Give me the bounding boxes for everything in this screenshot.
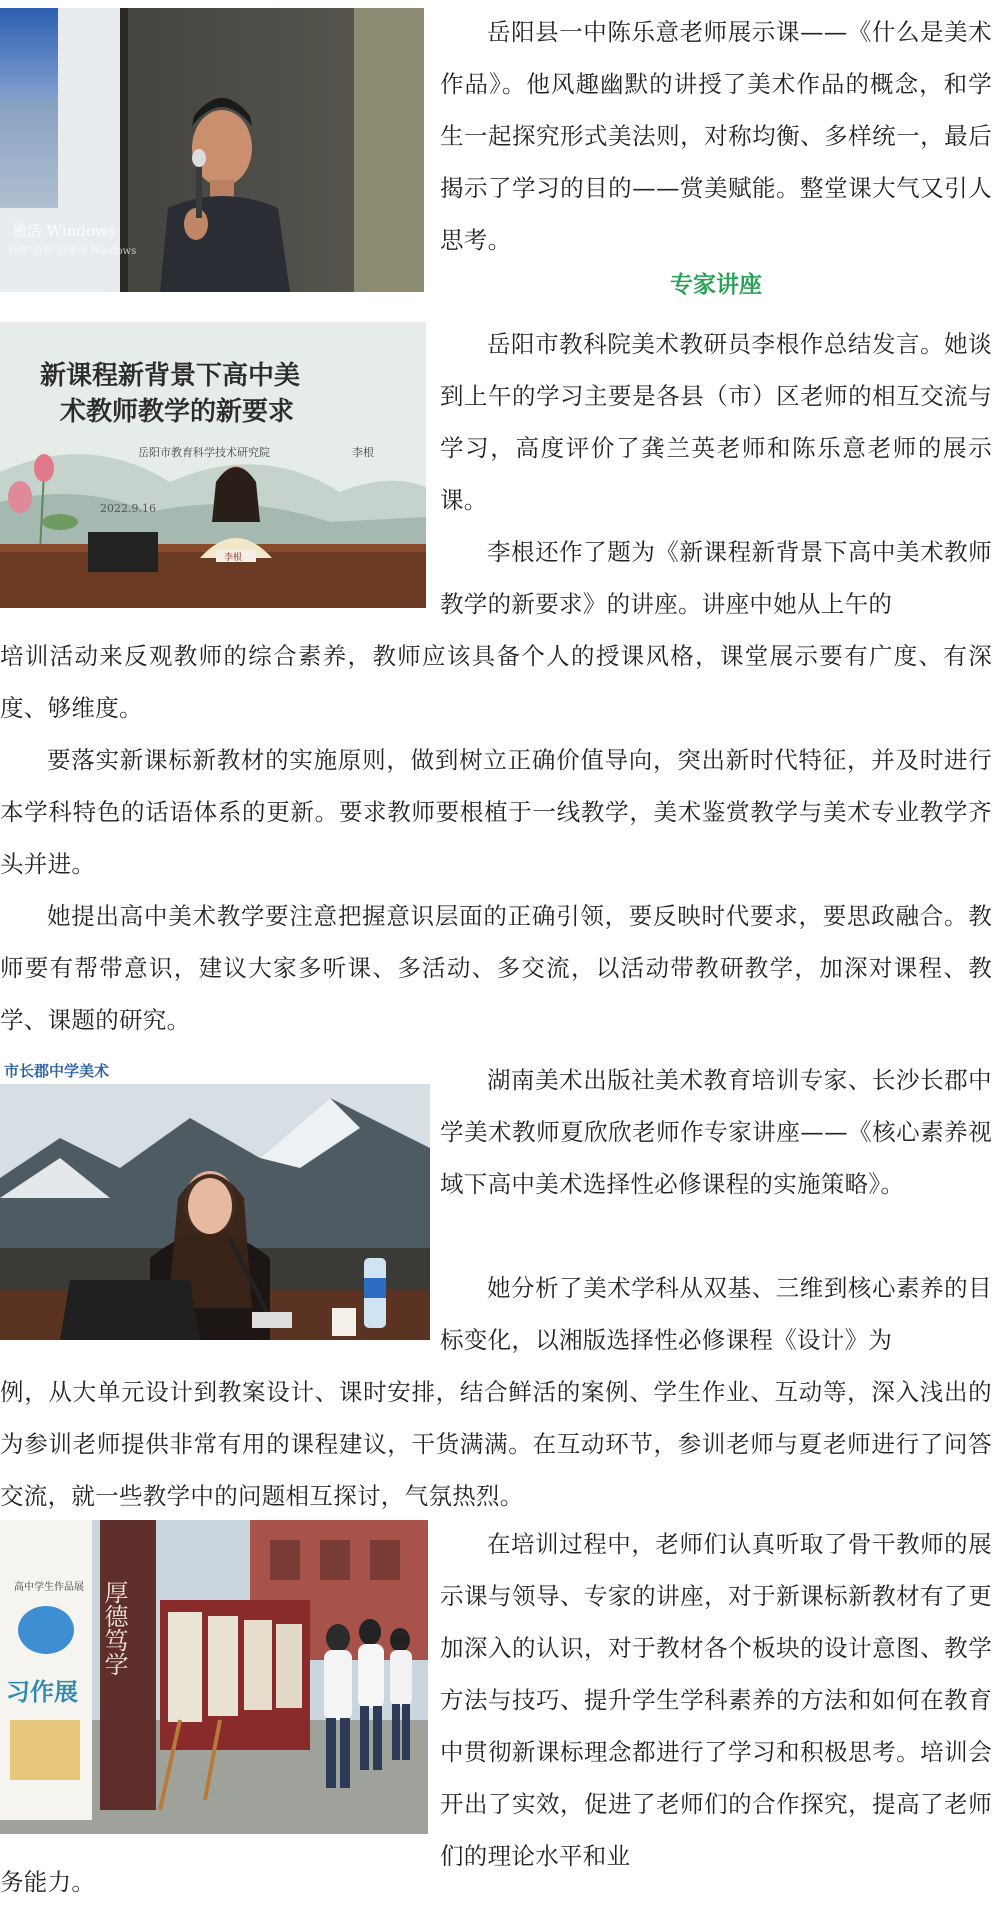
paragraph-training-summary-end: 务能力。 xyxy=(0,1868,96,1896)
banner-organization: 岳阳市教育科学技术研究院 xyxy=(138,446,270,459)
student-exhibition-photo xyxy=(0,1520,428,1834)
banner-speaker-name: 李根 xyxy=(352,446,374,459)
paragraph-xia-xinxin-lecture: 湖南美术出版社美术教育培训专家、长沙长郡中学美术教师夏欣欣老师作专家讲座——《核心素养视域下高中美术选择性必修课程的实施策略》。 xyxy=(440,1066,992,1198)
lecture-banner-photo xyxy=(0,322,426,608)
paragraph-teaching-guidance: 她提出高中美术教学要注意把握意识层面的正确引领，要反映时代要求，要思政融合。教师要有帮带意识，建议大家多听课、多活动、多交流，以活动带教研教学，加深对课程、教学、课题的研究。 xyxy=(0,902,992,1034)
paragraph-analysis-start: 她分析了美术学科从双基、三维到核心素养的目标变化，以湘版选择性必修课程《设计》为 xyxy=(440,1274,992,1354)
paragraph-chen-lesson: 岳阳县一中陈乐意老师展示课——《什么是美术作品》。他风趣幽默的讲授了美术作品的概念，和学生一起探究形式美法则，对称均衡、多样统一，最后揭示了学习的目的——赏美赋能。整堂课大气又引人思考。 xyxy=(440,18,992,254)
poster-title: 习作展 xyxy=(6,1677,78,1706)
banner-title-line1: 新课程新背景下高中美 xyxy=(40,361,301,391)
teacher-presentation-photo xyxy=(0,8,424,292)
hall-sign-text: 市长郡中学美术 xyxy=(4,1062,110,1080)
paragraph-li-gen-summary: 岳阳市教科院美术教研员李根作总结发言。她谈到上午的学习主要是各县（市）区老师的相互交流与学习，高度评价了龚兰英老师和陈乐意老师的展示课。 xyxy=(440,330,992,514)
paragraph-lecture-title-cont: 培训活动来反观教师的综合素养，教师应该具备个人的授课风格，课堂展示要有广度、有深度、够维度。 xyxy=(0,642,992,722)
poster-subtitle: 高中学生作品展 xyxy=(14,1582,84,1593)
section-heading-expert-lecture: 专家讲座 xyxy=(670,271,762,298)
paragraph-curriculum-principles: 要落实新课标新教材的实施原则，做到树立正确价值导向，突出新时代特征，并及时进行本学科特色的话语体系的更新。要求教师要根植于一线教学，美术鉴赏教学与美术专业教学齐头并进。 xyxy=(0,746,992,878)
expert-lecture-photo xyxy=(0,1058,430,1340)
watermark-subtext: 转到"设置"以激活 Windows xyxy=(8,246,137,257)
watermark-text: 激活 Windows xyxy=(12,222,116,240)
paragraph-analysis-cont: 例，从大单元设计到教案设计、课时安排，结合鲜活的案例、学生作业、互动等，深入浅出的为参训老师提供非常有用的课程建议，干货满满。在互动环节，参训老师与夏老师进行了问答交流，就一些教学中的问题相互探讨，气氛热烈。 xyxy=(0,1378,992,1510)
banner-title-line2: 术教师教学的新要求 xyxy=(60,397,295,427)
pillar-text: 厚德笃学 xyxy=(100,1580,128,1676)
paragraph-training-summary: 在培训过程中，老师们认真听取了骨干教师的展示课与领导、专家的讲座，对于新课标新教材有了更加深入的认识，对于教材各个板块的设计意图、教学方法与技巧、提升学生学科素养的方法和如何在教育中贯彻新课标理念都进行了学习和积极思考。培训会开出了实效，促进了老师们的合作探究，提高了老师们的理论水平和业 xyxy=(440,1530,992,1870)
paragraph-lecture-title-start: 李根还作了题为《新课程新背景下高中美术教师教学的新要求》的讲座。讲座中她从上午的 xyxy=(440,538,992,618)
nameplate-text: 李根 xyxy=(224,553,243,563)
banner-date: 2022.9.16 xyxy=(100,502,156,515)
